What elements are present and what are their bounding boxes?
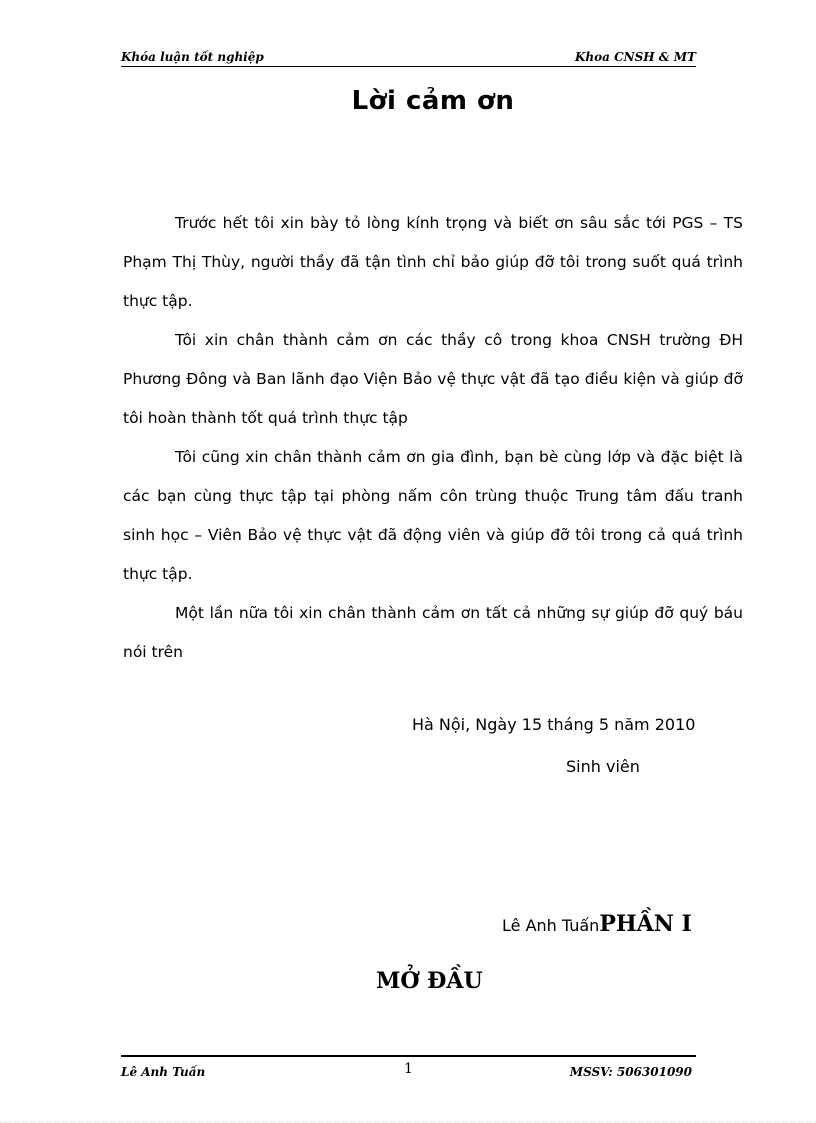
part-label: PHẦN I (599, 911, 692, 937)
page-header (121, 50, 696, 67)
page-title: Lời cảm ơn (351, 86, 515, 116)
paragraph: Trước hết tôi xin bày tỏ lòng kính trọng và biết ơn sâu sắc tới PGS – TS Phạm Thị Thùy, người thầy đã tận tình chỉ bảo giúp đỡ tôi trong suốt quá trình thực tập. (123, 214, 743, 310)
page-footer (121, 1055, 696, 1079)
signer-name: Lê Anh Tuấn (502, 916, 600, 935)
paragraph: Tôi cũng xin chân thành cảm ơn gia đình, bạn bè cùng lớp và đặc biệt là các bạn cùng thực tập tại phòng nấm côn trùng thuộc Trung tâm đấu tranh sinh học – Viên Bảo vệ thực vật đã động viên và giúp đỡ tôi trong cả quá trình thực tập. (123, 448, 743, 583)
section-heading: MỞ ĐẦU (376, 968, 483, 994)
signer-role: Sinh viên (566, 757, 640, 776)
header-thesis-label: Khóa luận tốt nghiệp (121, 50, 264, 64)
acknowledgement-body (123, 204, 743, 672)
paragraph: Tôi xin chân thành cảm ơn các thầy cô trong khoa CNSH trường ĐH Phương Đông và Ban lãnh đạo Viện Bảo vệ thực vật đã tạo điều kiện và giúp đỡ tôi hoàn thành tốt quá trình thực tập (123, 331, 743, 427)
paragraph: Một lần nữa tôi xin chân thành cảm ơn tất cả những sự giúp đỡ quý báu nói trên (123, 604, 743, 661)
footer-student-id: MSSV: 506301090 (569, 1065, 692, 1079)
header-faculty-label: Khoa CNSH & MT (574, 50, 696, 64)
signer-line (502, 911, 692, 937)
signature-date: Hà Nội, Ngày 15 tháng 5 năm 2010 (412, 715, 696, 734)
page-number: 1 (404, 1061, 413, 1077)
footer-author: Lê Anh Tuấn (121, 1065, 206, 1079)
